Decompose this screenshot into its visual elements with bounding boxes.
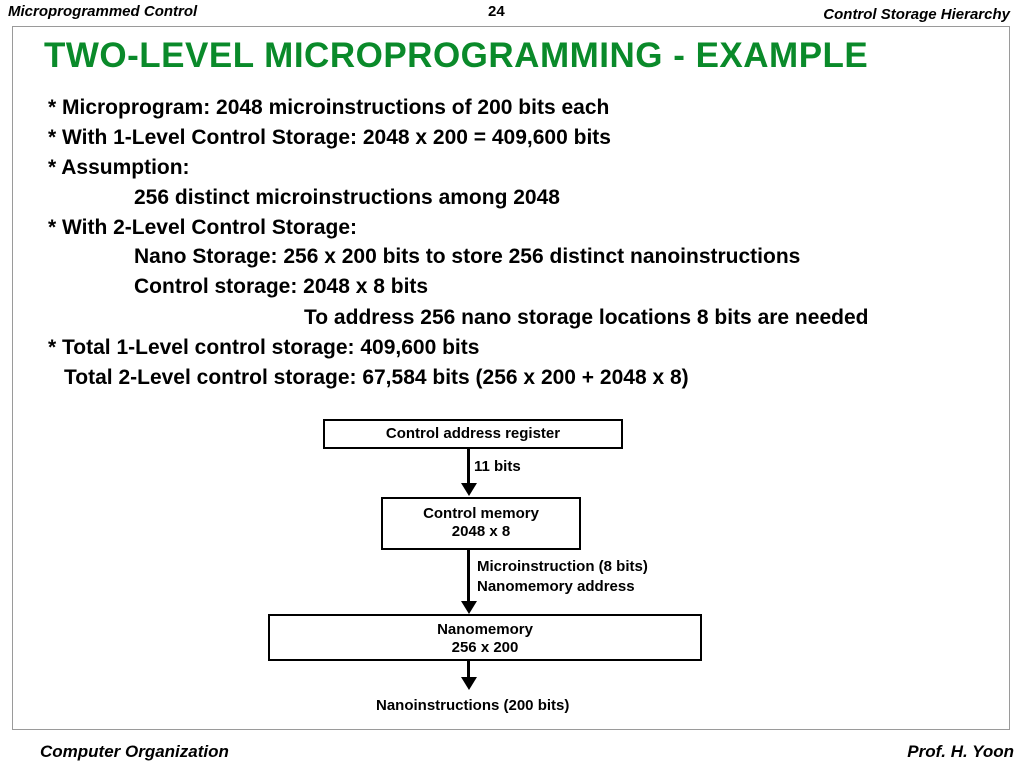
nanomemory-label: Nanomemory [437,621,533,638]
arrow-cm-to-nm-line [467,550,470,602]
body-line-10: Total 2-Level control storage: 67,584 bits (256 x 200 + 2048 x 8) [64,366,689,389]
body-line-6: Nano Storage: 256 x 200 bits to store 256 distinct nanoinstructions [134,245,801,268]
control-memory-box [381,497,581,550]
body-line-4: 256 distinct microinstructions among 2048 [134,186,560,209]
footer-left-text: Computer Organization [40,742,229,761]
arrow-car-to-cm-line [467,449,470,485]
header-left-text: Microprogrammed Control [8,3,198,20]
header-right-text: Control Storage Hierarchy [823,6,1010,23]
car-to-cm-label: 11 bits [474,458,521,475]
arrow-car-to-cm-head [461,483,477,496]
body-line-2: * With 1-Level Control Storage: 2048 x 200 = 409,600 bits [48,126,611,149]
nanoinstructions-output-label: Nanoinstructions (200 bits) [376,697,570,714]
body-line-9: * Total 1-Level control storage: 409,600 bits [48,336,480,359]
slide-title: TWO-LEVEL MICROPROGRAMMING - EXAMPLE [44,36,869,75]
arrow-nm-out-head [461,677,477,690]
arrow-nm-out-line [467,661,470,678]
body-line-5: * With 2-Level Control Storage: [48,216,358,239]
body-line-7: Control storage: 2048 x 8 bits [134,275,429,298]
nanomemory-size: 256 x 200 [451,639,519,656]
control-memory-label: Control memory [423,505,539,522]
body-line-8: To address 256 nano storage locations 8 bits are needed [304,306,869,329]
cm-to-nm-label-2: Nanomemory address [477,578,635,595]
page-number: 24 [488,3,505,20]
footer-right-text: Prof. H. Yoon [907,742,1014,761]
control-memory-size: 2048 x 8 [451,523,511,540]
control-address-register-box [323,419,623,449]
cm-to-nm-label-1: Microinstruction (8 bits) [477,558,648,575]
control-address-register-label: Control address register [385,425,561,442]
body-line-3: * Assumption: [48,156,190,179]
nanomemory-box [268,614,702,661]
arrow-cm-to-nm-head [461,601,477,614]
body-line-1: * Microprogram: 2048 microinstructions of 200 bits each [48,96,610,119]
